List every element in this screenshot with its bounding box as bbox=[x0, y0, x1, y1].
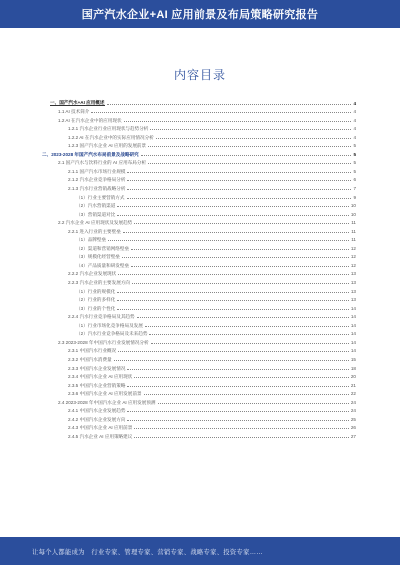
toc-entry-page: 26 bbox=[350, 425, 356, 431]
toc-leader-dots bbox=[127, 420, 348, 421]
toc-entry-page: 9 bbox=[353, 194, 356, 200]
toc-entry-page: 12 bbox=[350, 254, 356, 260]
toc-entry-title: （2）渠道和营销网络壁垒 bbox=[76, 245, 130, 251]
toc-entry-page: 10 bbox=[350, 203, 356, 209]
toc-entry-page: 14 bbox=[350, 322, 356, 328]
toc-entry-title: 2.4.3 中国汽水企业 AI 应用前景 bbox=[68, 425, 133, 431]
toc-entry-page: 12 bbox=[350, 262, 356, 268]
toc-entry-page: 6 bbox=[353, 177, 356, 183]
toc-entry[interactable] bbox=[42, 191, 356, 200]
toc-entry-title: 2.4.1 中国汽水企业发展趋势 bbox=[68, 408, 126, 414]
toc-leader-dots bbox=[149, 334, 348, 335]
toc-entry[interactable] bbox=[42, 379, 356, 388]
toc-entry[interactable] bbox=[42, 131, 356, 140]
toc-entry-title: 2.4 2023-2028 年中国汽水企业 AI 应用发展预测 bbox=[58, 399, 156, 405]
toc-entry-title: （1）品牌壁垒 bbox=[76, 237, 107, 243]
toc-entry-page: 13 bbox=[350, 288, 356, 294]
toc-entry-page: 14 bbox=[350, 331, 356, 337]
toc-entry[interactable] bbox=[42, 106, 356, 115]
toc-entry[interactable] bbox=[42, 268, 356, 277]
toc-leader-dots bbox=[150, 129, 351, 130]
toc-entry-title: （2）汽水营销渠道 bbox=[76, 203, 116, 209]
toc-entry-title: 1.2.2 AI 在汽水企业中的实际应用情况分析 bbox=[68, 134, 154, 140]
toc-entry-title: （1）行业主要营销方式 bbox=[76, 194, 125, 200]
toc-entry-page: 21 bbox=[350, 382, 356, 388]
toc-leader-dots bbox=[145, 326, 349, 327]
toc-leader-dots bbox=[107, 104, 352, 105]
toc-leader-dots bbox=[134, 437, 349, 438]
toc-entry-title: （4）产品质量和研发壁垒 bbox=[76, 262, 130, 268]
toc-entry-page: 5 bbox=[353, 151, 356, 157]
toc-leader-dots bbox=[127, 386, 348, 387]
footer-slogan: 让每个人都能成为 行业专家、管理专家、营销专家、战略专家、投资专家…… bbox=[32, 548, 263, 556]
toc-heading: 内容目录 bbox=[173, 68, 226, 82]
toc-entry-title: （3）行业的个性化 bbox=[76, 305, 116, 311]
toc-entry-page: 14 bbox=[350, 314, 356, 320]
toc-leader-dots bbox=[91, 112, 351, 113]
toc-entry-page: 15 bbox=[350, 356, 356, 362]
toc-entry-page: 13 bbox=[350, 297, 356, 303]
toc-entry-title: 2.3 2023-2028 年中国汽水行业发展情况分析 bbox=[58, 339, 149, 345]
toc-entry-page: 14 bbox=[350, 305, 356, 311]
toc-leader-dots bbox=[117, 215, 349, 216]
toc-entry[interactable] bbox=[42, 294, 356, 303]
toc-entry[interactable] bbox=[42, 362, 356, 371]
toc-entry-page: 24 bbox=[350, 399, 356, 405]
toc-leader-dots bbox=[134, 428, 349, 429]
toc-entry-title: 二、2023-2028 年国产汽水布局前景及战略研究 bbox=[42, 151, 139, 157]
toc-entry-title: 2.2.4 汽水行业竞争格局及其趋势 bbox=[68, 314, 135, 320]
toc-entry[interactable] bbox=[42, 405, 356, 414]
toc-entry-title: 1.1 AI 技术简介 bbox=[58, 109, 90, 115]
toc-entry-title: （1）行业的规模化 bbox=[76, 288, 116, 294]
report-title: 国产汽水企业+AI 应用前景及布局策略研究报告 bbox=[81, 9, 319, 21]
toc-entry-page: 5 bbox=[353, 160, 356, 166]
toc-entry[interactable] bbox=[42, 276, 356, 285]
toc-entry-page: 14 bbox=[350, 339, 356, 345]
toc-entry[interactable] bbox=[42, 311, 356, 320]
toc-entry-page: 25 bbox=[350, 416, 356, 422]
toc-entry[interactable] bbox=[42, 328, 356, 337]
toc-entry-page: 7 bbox=[353, 186, 356, 192]
toc-entry-page: 20 bbox=[350, 374, 356, 380]
toc-leader-dots bbox=[148, 146, 351, 147]
toc-entry[interactable] bbox=[42, 140, 356, 149]
toc-entry-title: 2.1.2 汽水企业竞争格局分析 bbox=[68, 177, 126, 183]
toc-entry-title: 一、国产汽水+AI 应用概述 bbox=[50, 99, 105, 105]
toc-entry-title: 2.4.2 中国汽水企业发展方向 bbox=[68, 416, 126, 422]
toc-entry-title: 2.2 汽水企业 AI 应用现状及发展趋势 bbox=[58, 220, 133, 226]
toc-entry[interactable] bbox=[42, 285, 356, 294]
toc-entry-page: 4 bbox=[353, 109, 356, 115]
toc-entry[interactable] bbox=[42, 302, 356, 311]
toc-entry-page: 14 bbox=[350, 348, 356, 354]
toc-entry-title: 2.4.5 汽水企业 AI 应用策略建议 bbox=[68, 433, 133, 439]
toc-entry-page: 18 bbox=[350, 365, 356, 371]
toc-entry[interactable] bbox=[42, 114, 356, 123]
toc-leader-dots bbox=[158, 403, 349, 404]
toc-leader-dots bbox=[127, 411, 348, 412]
toc-leader-dots bbox=[148, 163, 351, 164]
toc-entry[interactable] bbox=[42, 345, 356, 354]
toc-leader-dots bbox=[117, 300, 349, 301]
report-header bbox=[0, 0, 400, 28]
toc-entry-title: （3）规模化经营壁垒 bbox=[76, 254, 120, 260]
report-footer bbox=[0, 537, 400, 565]
toc-entry[interactable] bbox=[42, 336, 356, 345]
toc-leader-dots bbox=[117, 206, 349, 207]
toc-entry-title: 2.3.1 中国汽水行业概况 bbox=[68, 348, 117, 354]
toc-leader-dots bbox=[118, 274, 349, 275]
toc-entry-page: 4 bbox=[353, 134, 356, 140]
toc-leader-dots bbox=[117, 292, 349, 293]
toc-entry-title: 2.3.3 中国汽水企业发展情况 bbox=[68, 365, 126, 371]
toc-leader-dots bbox=[131, 266, 349, 267]
toc-entry-title: （1）行业市场化竞争格局及发展 bbox=[76, 322, 143, 328]
toc-entry[interactable] bbox=[42, 396, 356, 405]
toc-leader-dots bbox=[127, 189, 351, 190]
toc-entry[interactable] bbox=[42, 165, 356, 174]
toc-entry-page: 11 bbox=[351, 220, 356, 226]
toc-entry-page: 13 bbox=[350, 271, 356, 277]
toc-entry-page: 4 bbox=[353, 126, 356, 132]
toc-leader-dots bbox=[127, 369, 348, 370]
toc-entry[interactable] bbox=[42, 208, 356, 217]
toc-leader-dots bbox=[141, 155, 352, 156]
toc-entry-page: 10 bbox=[350, 211, 356, 217]
toc-leader-dots bbox=[117, 309, 349, 310]
toc-entry[interactable] bbox=[42, 174, 356, 183]
toc-leader-dots bbox=[151, 343, 349, 344]
toc-entry-page: 5 bbox=[353, 143, 356, 149]
toc-entry-title: 2.1 国产汽水与饮料行业的 AI 应用布局分析 bbox=[58, 160, 147, 166]
toc-entry-page: 11 bbox=[351, 237, 356, 243]
toc-entry-title: （2）行业的多样化 bbox=[76, 297, 116, 303]
toc-leader-dots bbox=[127, 172, 351, 173]
toc-entry-page: 4 bbox=[353, 117, 356, 123]
toc-entry-title: 1.2.1 汽水企业行业应用现状与趋势分析 bbox=[68, 126, 149, 132]
table-of-contents bbox=[42, 97, 356, 439]
toc-leader-dots bbox=[122, 257, 349, 258]
toc-leader-dots bbox=[124, 121, 352, 122]
toc-leader-dots bbox=[131, 249, 349, 250]
toc-leader-dots bbox=[137, 317, 349, 318]
toc-leader-dots bbox=[144, 394, 349, 395]
toc-leader-dots bbox=[127, 180, 351, 181]
toc-entry-page: 4 bbox=[353, 100, 356, 106]
toc-entry-title: （3）营销渠道对比 bbox=[76, 211, 116, 217]
toc-entry[interactable] bbox=[42, 353, 356, 362]
toc-leader-dots bbox=[156, 138, 352, 139]
toc-entry-title: （2）汽水行业竞争格局及未来趋势 bbox=[76, 331, 148, 337]
toc-entry[interactable] bbox=[42, 200, 356, 209]
toc-entry[interactable] bbox=[42, 388, 356, 397]
toc-entry[interactable] bbox=[42, 413, 356, 422]
toc-entry-page: 5 bbox=[353, 168, 356, 174]
toc-entry[interactable] bbox=[42, 225, 356, 234]
toc-entry-page: 13 bbox=[350, 280, 356, 286]
toc-entry-page: 12 bbox=[350, 245, 356, 251]
toc-leader-dots bbox=[108, 240, 349, 241]
toc-leader-dots bbox=[118, 351, 349, 352]
toc-entry-title: 2.2.2 汽水企业发展现状 bbox=[68, 271, 117, 277]
toc-entry[interactable] bbox=[42, 234, 356, 243]
toc-entry[interactable] bbox=[42, 123, 356, 132]
toc-entry-title: 2.2.3 汽水企业的主要发展方向 bbox=[68, 280, 131, 286]
toc-entry-title: 2.3.6 中国汽水企业 AI 应用发展前景 bbox=[68, 391, 142, 397]
toc-leader-dots bbox=[114, 360, 349, 361]
toc-entry-title: 1.2.3 国产汽水企业 AI 应用的发展前景 bbox=[68, 143, 147, 149]
toc-entry[interactable] bbox=[42, 259, 356, 268]
toc-leader-dots bbox=[134, 223, 349, 224]
toc-leader-dots bbox=[127, 198, 352, 199]
toc-entry[interactable] bbox=[42, 319, 356, 328]
toc-entry-title: 2.2.1 进入行业的主要壁垒 bbox=[68, 228, 121, 234]
toc-entry[interactable] bbox=[42, 422, 356, 431]
toc-leader-dots bbox=[123, 232, 349, 233]
toc-entry[interactable] bbox=[42, 182, 356, 191]
toc-entry[interactable] bbox=[42, 251, 356, 260]
toc-leader-dots bbox=[134, 377, 349, 378]
toc-entry[interactable] bbox=[42, 242, 356, 251]
toc-entry-page: 24 bbox=[350, 408, 356, 414]
toc-entry[interactable] bbox=[42, 157, 356, 166]
toc-entry-title: 2.3.4 中国汽水企业 AI 应用现状 bbox=[68, 374, 133, 380]
toc-entry[interactable] bbox=[42, 97, 356, 106]
toc-entry-title: 2.1.3 汽水行业营销战略分析 bbox=[68, 186, 126, 192]
toc-entry[interactable] bbox=[42, 371, 356, 380]
toc-entry-page: 27 bbox=[350, 433, 356, 439]
toc-entry-title: 2.3.5 中国汽水企业营销策略 bbox=[68, 382, 126, 388]
toc-entry-title: 2.3.2 中国汽水消费量 bbox=[68, 356, 112, 362]
toc-entry-page: 11 bbox=[351, 228, 356, 234]
toc-entry[interactable] bbox=[42, 430, 356, 439]
toc-entry[interactable] bbox=[42, 217, 356, 226]
toc-entry[interactable] bbox=[42, 148, 356, 157]
toc-entry-title: 1.2 AI 在汽水企业中的应用现状 bbox=[58, 117, 122, 123]
toc-leader-dots bbox=[132, 283, 349, 284]
toc-entry-title: 2.1.1 国产汽水市场行业规模 bbox=[68, 168, 126, 174]
toc-entry-page: 22 bbox=[350, 391, 356, 397]
